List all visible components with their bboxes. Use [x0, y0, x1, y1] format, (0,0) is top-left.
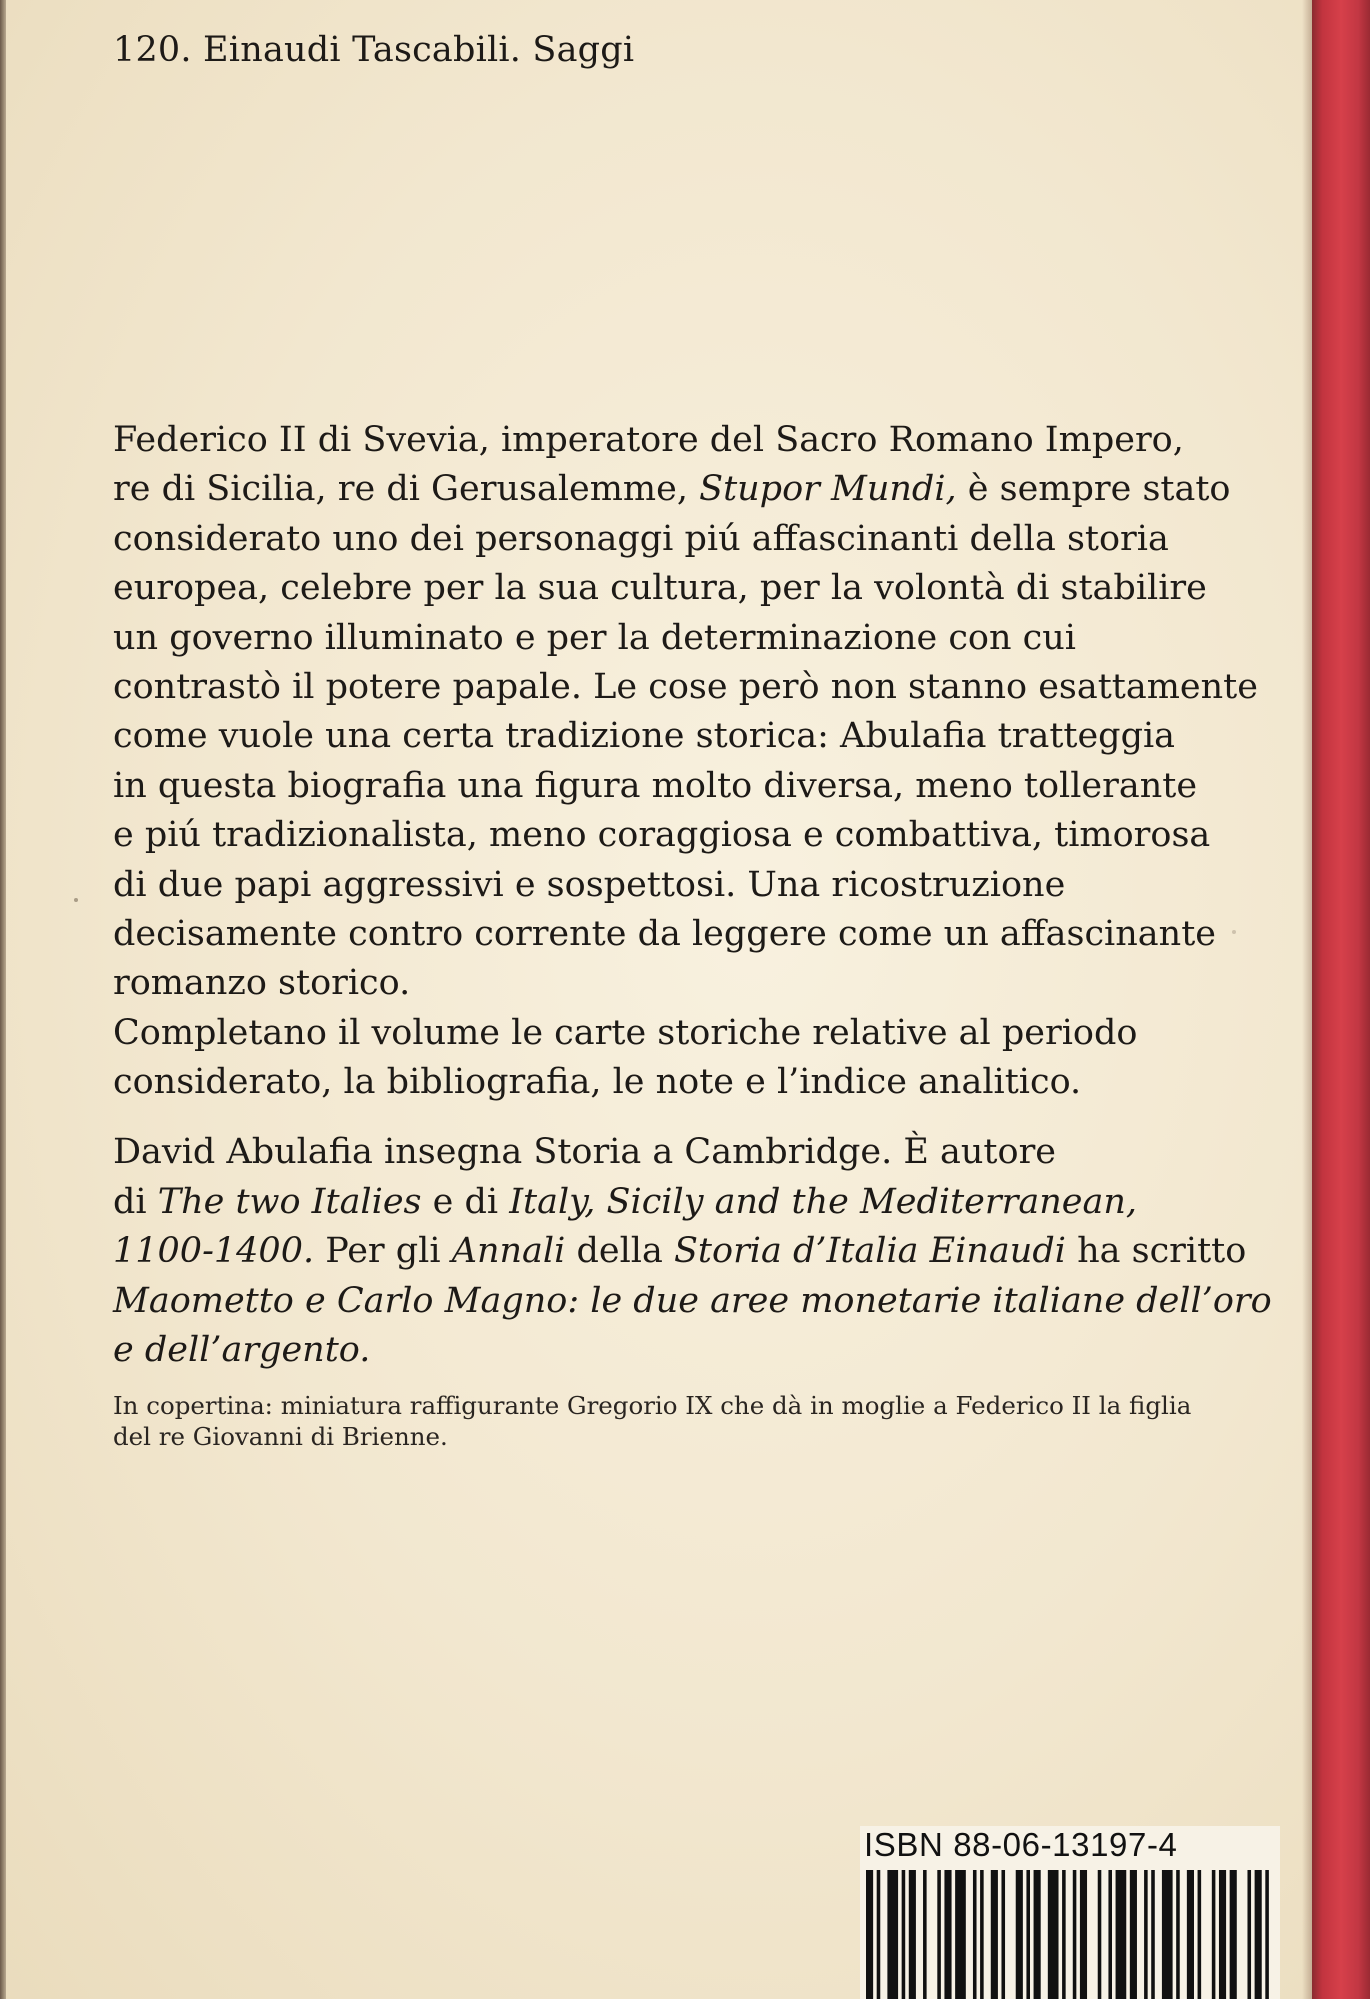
text-run: e piú tradizionalista, meno coraggiosa e combattiva, timorosa: [113, 815, 1211, 856]
barcode-icon: [866, 1870, 1276, 1999]
barcode-bar: [1198, 1870, 1202, 1999]
barcode-bar: [1016, 1870, 1023, 1999]
barcode-bar: [1255, 1870, 1262, 1999]
blurb-line: [113, 762, 1253, 811]
barcode-bar: [1130, 1870, 1137, 1999]
barcode-bar: [1212, 1870, 1216, 1999]
blurb-line: [113, 663, 1258, 712]
italic-title: The two Italies: [157, 1181, 422, 1222]
barcode-bar: [1062, 1870, 1066, 1999]
barcode-bar: [1151, 1870, 1155, 1999]
barcode-bar: [1080, 1870, 1087, 1999]
italic-title: e dell’argento.: [113, 1330, 371, 1371]
blurb-line: [113, 416, 1253, 465]
barcode-bar: [1001, 1870, 1005, 1999]
paper-speck: [74, 898, 78, 902]
barcode-bar: [1108, 1870, 1112, 1999]
barcode-bar: [877, 1870, 881, 1999]
blurb-line: [113, 959, 1253, 1008]
text-run: un governo illuminato e per la determinazione con cui: [113, 617, 1076, 658]
barcode-bar: [1162, 1870, 1173, 1999]
text-run: europea, celebre per la sua cultura, per la volontà di stabilire: [113, 568, 1207, 609]
cover-credit-line: del re Giovanni di Brienne.: [113, 1422, 448, 1451]
text-run: come vuole una certa tradizione storica: Abulafia tratteggia: [113, 716, 1176, 757]
isbn-barcode-block: [860, 1826, 1280, 1999]
blurb-line: [113, 1058, 1253, 1107]
blurb-line: [113, 861, 1253, 910]
text-run: in questa biografia una figura molto diversa, meno tollerante: [113, 765, 1198, 806]
barcode-bar: [1026, 1870, 1030, 1999]
text-run: Per gli: [314, 1231, 452, 1272]
blurb-line: [113, 614, 1253, 663]
cover-left-edge: [0, 0, 6, 1999]
text-run: considerato, la bibliografia, le note e l’indice analitico.: [113, 1062, 1082, 1103]
text-run: è sempre stato: [956, 469, 1231, 510]
series-title: 120. Einaudi Tascabili. Saggi: [113, 30, 635, 70]
barcode-bar: [1098, 1870, 1102, 1999]
blurb-line: [113, 811, 1253, 860]
blurb-paragraph: [113, 416, 1258, 1108]
red-spine: [1312, 0, 1370, 1999]
blurb-line: [113, 1009, 1253, 1058]
barcode-bar: [973, 1870, 977, 1999]
italic-title: Maometto e Carlo Magno: le due aree monetarie italiane dell’oro: [113, 1280, 1272, 1321]
text-run: di due papi aggressivi e sospettosi. Una ricostruzione: [113, 864, 1066, 905]
text-run: Federico II di Svevia, imperatore del Sacro Romano Impero,: [113, 420, 1184, 460]
text-run: Completano il volume le carte storiche relative al periodo: [113, 1012, 1138, 1053]
barcode-bar: [1116, 1870, 1127, 1999]
barcode-bar: [866, 1870, 873, 1999]
text-run: re di Sicilia, re di Gerusalemme,: [113, 469, 700, 510]
italic-title: 1100-1400.: [113, 1231, 315, 1272]
barcode-bar: [1247, 1870, 1251, 1999]
italic-title: Annali: [451, 1231, 566, 1272]
barcode-bar: [1187, 1870, 1194, 1999]
barcode-bar: [1176, 1870, 1180, 1999]
text-run: contrastò il potere papale. Le cose però non stanno esattamente: [113, 667, 1258, 708]
barcode-bar: [991, 1870, 998, 1999]
barcode-bar: [923, 1870, 927, 1999]
text-run: decisamente contro corrente da leggere come un affascinante: [113, 914, 1216, 955]
barcode-bar: [1219, 1870, 1226, 1999]
cover-credit: [113, 1390, 1273, 1452]
italic-title: Italy, Sicily and the Mediterranean,: [509, 1181, 1138, 1222]
barcode-bar: [1048, 1870, 1059, 1999]
italic-title: Storia d’Italia Einaudi: [673, 1231, 1066, 1272]
bio-line: [113, 1277, 1273, 1327]
blurb-line: [113, 910, 1253, 959]
bio-line: [113, 1326, 1273, 1376]
barcode-bar: [980, 1870, 984, 1999]
author-bio: [113, 1128, 1273, 1376]
isbn-number: ISBN 88-06-13197-4: [864, 1826, 1178, 1863]
barcode-bar: [902, 1870, 906, 1999]
barcode-bar: [887, 1870, 898, 1999]
barcode-bar: [909, 1870, 916, 1999]
cover-credit-line: In copertina: miniatura raffigurante Gregorio IX che dà in moglie a Federico II la figlia: [113, 1391, 1192, 1420]
blurb-line: [113, 515, 1253, 564]
text-run: David Abulafia insegna Storia a Cambridge. È autore: [113, 1132, 1057, 1172]
text-run: della: [565, 1231, 674, 1272]
italic-title: Stupor Mundi,: [699, 469, 957, 510]
bio-line: [113, 1178, 1273, 1228]
bio-line: [113, 1128, 1273, 1178]
blurb-line: [113, 564, 1253, 613]
text-run: di: [113, 1181, 158, 1222]
barcode-bar: [944, 1870, 951, 1999]
barcode-bar: [955, 1870, 966, 1999]
barcode-bar: [937, 1870, 941, 1999]
spine-shadow: [1302, 0, 1312, 1999]
blurb-line: [113, 712, 1253, 761]
barcode-bar: [1144, 1870, 1148, 1999]
text-run: ha scritto: [1065, 1231, 1247, 1272]
text-run: romanzo storico.: [113, 963, 411, 1004]
bio-line: [113, 1227, 1273, 1277]
blurb-line: [113, 465, 1253, 514]
barcode-bar: [1265, 1870, 1269, 1999]
text-run: e di: [421, 1181, 510, 1222]
barcode-bar: [1230, 1870, 1237, 1999]
text-run: considerato uno dei personaggi piú affascinanti della storia: [113, 518, 1169, 559]
barcode-bar: [1034, 1870, 1041, 1999]
barcode-bar: [1073, 1870, 1077, 1999]
